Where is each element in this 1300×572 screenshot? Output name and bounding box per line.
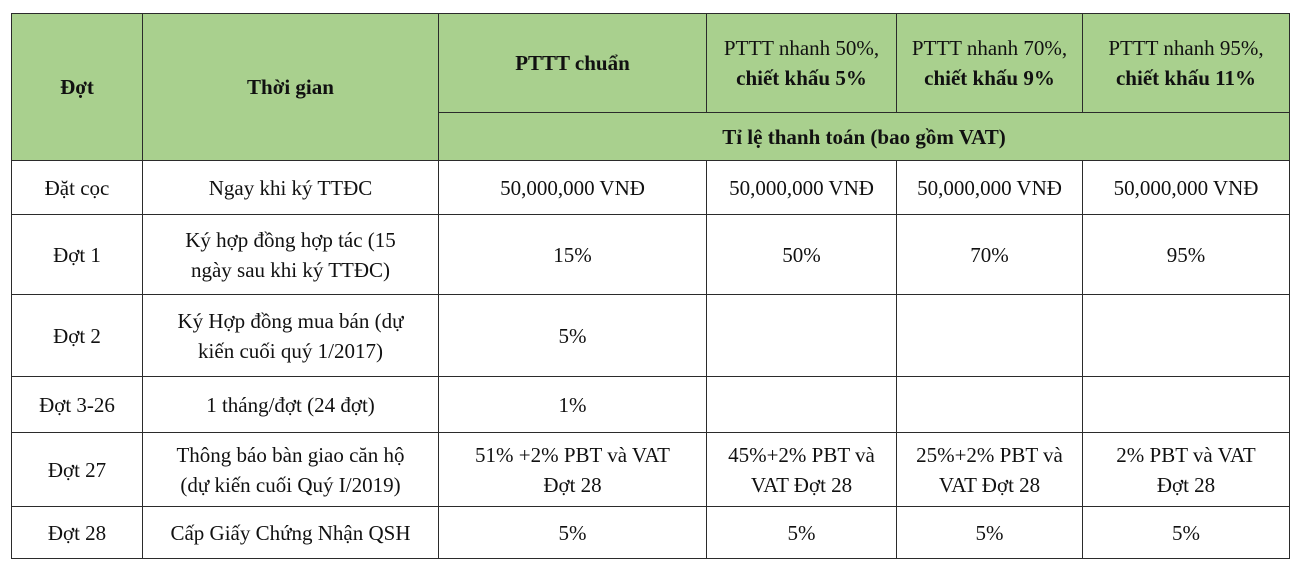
- cell-nhanh-70: [897, 433, 1083, 507]
- cell-nhanh-70-line: 25%+2% PBT và: [916, 442, 1063, 467]
- cell-nhanh-70: [897, 507, 1083, 559]
- cell-pttt-chuan-line: 51% +2% PBT và VAT: [474, 442, 671, 467]
- cell-nhanh-70: [897, 215, 1083, 295]
- cell-time: [143, 507, 439, 559]
- table-row: [12, 161, 1290, 215]
- cell-dot: Đợt 28: [12, 507, 143, 559]
- cell-nhanh-70: [897, 161, 1083, 215]
- cell-nhanh-70: [897, 377, 1083, 433]
- header-pttt-chuan: PTTT chuẩn: [439, 14, 707, 113]
- cell-pttt-chuan: [439, 161, 707, 215]
- cell-pttt-chuan: [439, 215, 707, 295]
- cell-pttt-chuan-line: 5%: [558, 520, 587, 545]
- cell-nhanh-50: [707, 161, 897, 215]
- cell-time-line: Ký hợp đồng hợp tác (15: [185, 227, 396, 252]
- cell-nhanh-95: [1083, 215, 1290, 295]
- cell-time: [143, 377, 439, 433]
- header-thoi-gian: Thời gian: [143, 14, 439, 161]
- header-pttt-nhanh-70: [897, 14, 1083, 113]
- cell-nhanh-95: [1083, 433, 1290, 507]
- cell-dot: Đợt 27: [12, 433, 143, 507]
- cell-pttt-chuan: [439, 433, 707, 507]
- cell-nhanh-70-line: 5%: [975, 520, 1004, 545]
- cell-time-line: (dự kiến cuối Quý I/2019): [180, 472, 401, 497]
- header-nhanh50-line2: chiết khấu 5%: [736, 66, 867, 90]
- cell-dot: Đợt 1: [12, 215, 143, 295]
- cell-pttt-chuan: [439, 507, 707, 559]
- cell-time-line: Ký Hợp đồng mua bán (dự: [177, 308, 404, 333]
- cell-nhanh-95-line: Đợt 28: [1156, 472, 1216, 497]
- header-nhanh50-line1: PTTT nhanh 50%,: [723, 36, 880, 60]
- table-row: [12, 377, 1290, 433]
- cell-nhanh-50: [707, 295, 897, 377]
- cell-nhanh-95: [1083, 295, 1290, 377]
- cell-pttt-chuan-line: Đợt 28: [543, 472, 602, 497]
- cell-time-line: 1 tháng/đợt (24 đợt): [206, 392, 375, 417]
- header-dot: Đợt: [12, 14, 143, 161]
- cell-nhanh-95: [1083, 507, 1290, 559]
- cell-time: [143, 295, 439, 377]
- cell-nhanh-95-line: 95%: [1166, 242, 1206, 267]
- table-row: [12, 295, 1290, 377]
- cell-nhanh-70-line: 50,000,000 VNĐ: [917, 175, 1062, 200]
- cell-nhanh-50-line: 50%: [782, 242, 821, 267]
- table-row: [12, 507, 1290, 559]
- header-pttt-nhanh-95: [1083, 14, 1290, 113]
- cell-nhanh-70: [897, 295, 1083, 377]
- cell-nhanh-50-line: 5%: [787, 520, 816, 545]
- header-nhanh95-line1: PTTT nhanh 95%,: [1108, 36, 1264, 60]
- cell-pttt-chuan-line: 15%: [553, 242, 592, 267]
- header-nhanh70-line2: chiết khấu 9%: [924, 66, 1055, 90]
- cell-nhanh-50: [707, 215, 897, 295]
- cell-time: [143, 161, 439, 215]
- header-nhanh95-line2: chiết khấu 11%: [1115, 66, 1257, 90]
- cell-nhanh-50: [707, 433, 897, 507]
- cell-dot: Đợt 3-26: [12, 377, 143, 433]
- cell-time: [143, 433, 439, 507]
- header-row: [12, 14, 1290, 113]
- cell-time-line: Ngay khi ký TTĐC: [208, 175, 373, 200]
- cell-dot: Đợt 2: [12, 295, 143, 377]
- payment-table: [11, 13, 1290, 559]
- cell-nhanh-50: [707, 377, 897, 433]
- cell-time-line: Cấp Giấy Chứng Nhận QSH: [170, 520, 411, 545]
- cell-nhanh-70-line: VAT Đợt 28: [938, 472, 1041, 497]
- cell-nhanh-95-line: 50,000,000 VNĐ: [1113, 175, 1259, 200]
- cell-pttt-chuan-line: 1%: [558, 392, 587, 417]
- cell-time: [143, 215, 439, 295]
- table-body: [12, 161, 1290, 559]
- cell-nhanh-95-line: 5%: [1172, 520, 1200, 545]
- cell-nhanh-50-line: 50,000,000 VNĐ: [729, 175, 874, 200]
- cell-nhanh-50: [707, 507, 897, 559]
- payment-schedule: [11, 13, 1290, 559]
- subheader-ti-le-thanh-toan: Tỉ lệ thanh toán (bao gồm VAT): [439, 113, 1290, 161]
- cell-pttt-chuan-line: 5%: [558, 323, 587, 348]
- cell-time-line: ngày sau khi ký TTĐC): [190, 257, 391, 282]
- cell-pttt-chuan: [439, 377, 707, 433]
- table-row: [12, 215, 1290, 295]
- cell-pttt-chuan-line: 50,000,000 VNĐ: [500, 175, 645, 200]
- header-pttt-nhanh-50: [707, 14, 897, 113]
- header-nhanh70-line1: PTTT nhanh 70%,: [911, 36, 1068, 60]
- cell-pttt-chuan: [439, 295, 707, 377]
- cell-nhanh-50-line: 45%+2% PBT và: [728, 442, 875, 467]
- cell-nhanh-95-line: 2% PBT và VAT: [1116, 442, 1256, 467]
- cell-nhanh-70-line: 70%: [970, 242, 1009, 267]
- cell-time-line: Thông báo bàn giao căn hộ: [176, 442, 405, 467]
- cell-nhanh-95: [1083, 161, 1290, 215]
- table-row: [12, 433, 1290, 507]
- cell-dot: Đặt cọc: [12, 161, 143, 215]
- cell-nhanh-95: [1083, 377, 1290, 433]
- cell-time-line: kiến cuối quý 1/2017): [198, 338, 383, 363]
- cell-nhanh-50-line: VAT Đợt 28: [750, 472, 853, 497]
